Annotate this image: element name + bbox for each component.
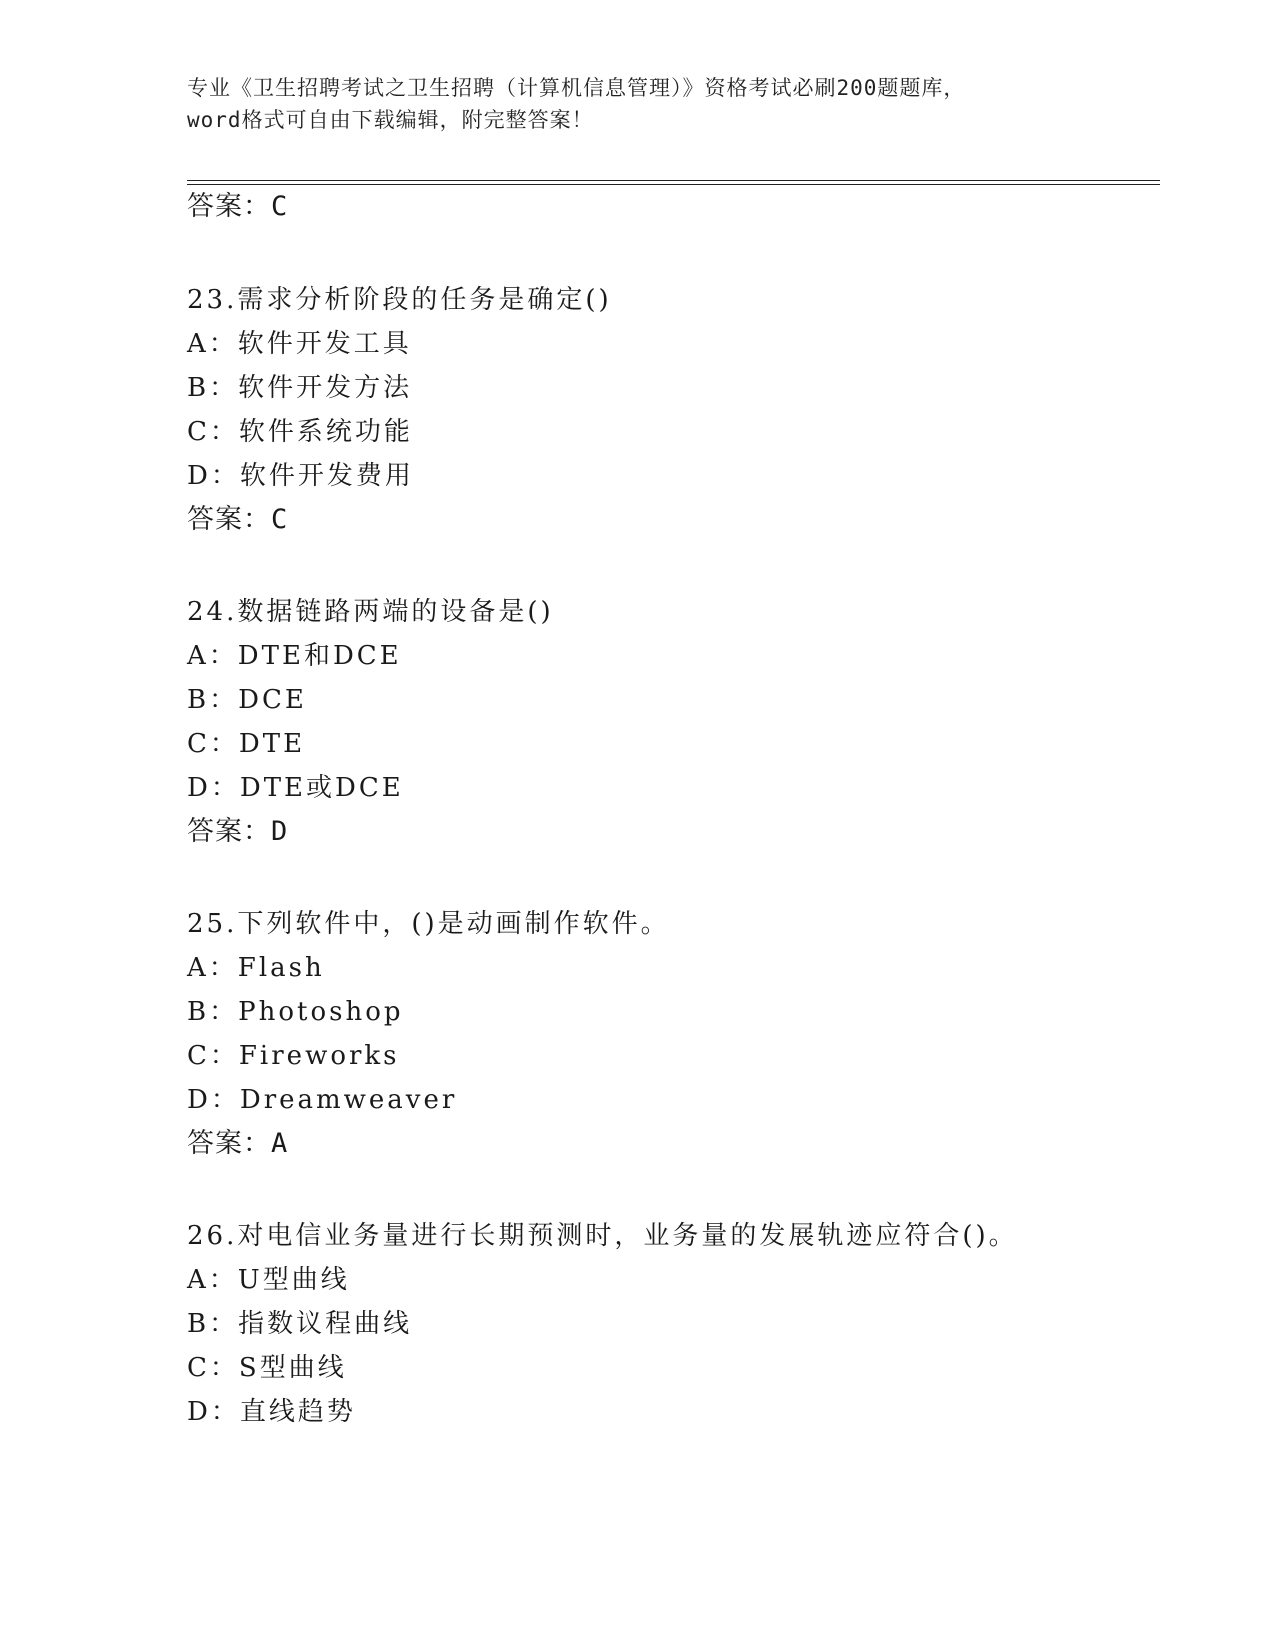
question-24-option-c: C：DTE	[187, 729, 306, 759]
question-25-answer: 答案：A	[187, 1128, 289, 1159]
question-23-option-b: B：软件开发方法	[187, 373, 413, 403]
header-divider-bottom	[187, 184, 1160, 185]
question-23-stem: 23.需求分析阶段的任务是确定()	[187, 285, 612, 315]
question-25-option-a: A：Flash	[187, 953, 325, 983]
question-24-option-b: B：DCE	[187, 685, 307, 715]
question-25-option-b: B：Photoshop	[187, 997, 404, 1027]
header-title-line-1: 专业《卫生招聘考试之卫生招聘（计算机信息管理）》资格考试必刷200题题库，	[187, 76, 966, 100]
question-23-option-a: A：软件开发工具	[187, 329, 412, 359]
question-25-option-c: C：Fireworks	[187, 1041, 400, 1071]
question-26-option-c: C：S型曲线	[187, 1353, 347, 1383]
question-26-stem: 26.对电信业务量进行长期预测时，业务量的发展轨迹应符合()。	[187, 1221, 1018, 1251]
previous-answer: 答案：C	[187, 191, 289, 222]
question-23-option-d: D：软件开发费用	[187, 461, 414, 491]
question-25-stem: 25.下列软件中，()是动画制作软件。	[187, 909, 670, 939]
question-23-answer: 答案：C	[187, 504, 289, 535]
question-26-option-a: A：U型曲线	[187, 1265, 350, 1295]
header-title-line-2: word格式可自由下载编辑，附完整答案！	[187, 108, 594, 132]
question-23-option-c: C：软件系统功能	[187, 417, 413, 447]
question-24-option-a: A：DTE和DCE	[187, 641, 402, 671]
document-header	[187, 72, 1087, 136]
question-24-answer: 答案：D	[187, 816, 289, 847]
question-26-option-b: B：指数议程曲线	[187, 1309, 413, 1339]
question-24-stem: 24.数据链路两端的设备是()	[187, 597, 554, 627]
header-divider-top	[187, 180, 1160, 181]
question-24-option-d: D：DTE或DCE	[187, 773, 404, 803]
question-26-option-d: D：直线趋势	[187, 1397, 356, 1427]
question-25-option-d: D：Dreamweaver	[187, 1085, 458, 1115]
